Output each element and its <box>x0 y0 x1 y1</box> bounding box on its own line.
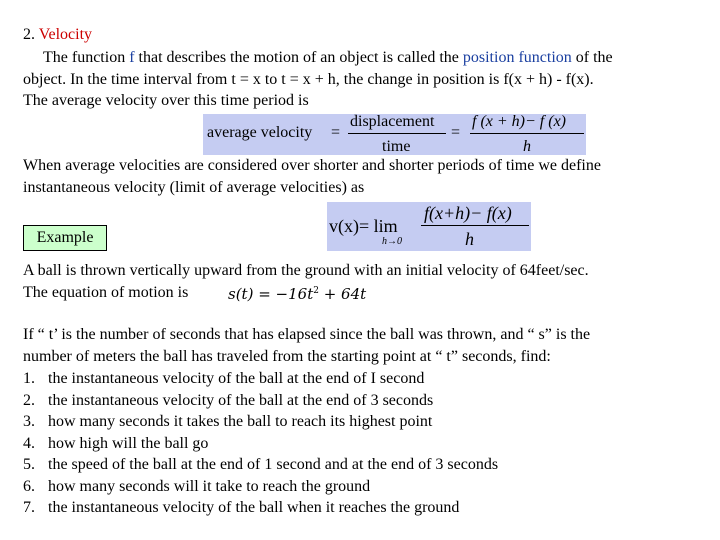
equation-part: s(t) = −16t <box>228 285 314 303</box>
list-item <box>23 456 499 474</box>
equation-of-motion <box>228 285 366 303</box>
list-text: how many seconds will it take to reach the ground <box>48 478 371 495</box>
list-item <box>23 392 434 410</box>
limit-denominator: h <box>465 229 474 249</box>
list-number: 1. <box>23 370 35 387</box>
intro-line-3: The average velocity over this time period is <box>23 92 309 109</box>
list-text: the instantaneous velocity of the ball when it reaches the ground <box>48 499 460 516</box>
limit-numerator: f(x+h)− f(x) <box>424 203 512 223</box>
list-item <box>23 499 460 517</box>
example-label: Example <box>23 225 107 251</box>
function-symbol: f <box>129 49 135 66</box>
list-text: how high will the ball go <box>48 435 209 452</box>
question-line-2: number of meters the ball has traveled from the starting point at “ t” seconds, find: <box>23 348 551 365</box>
problem-line-1: A ball is thrown vertically upward from the ground with an initial velocity of 64feet/sec. <box>23 262 589 279</box>
list-item <box>23 413 433 431</box>
displacement-label: displacement <box>350 113 435 130</box>
fraction-bar <box>421 225 529 226</box>
list-number: 7. <box>23 499 35 516</box>
equals-sign: = <box>331 124 341 141</box>
fraction-bar <box>348 133 446 134</box>
list-text: the instantaneous velocity of the ball at the end of I second <box>48 370 425 387</box>
avg-velocity-lhs: average velocity <box>207 124 313 141</box>
intro-text: The function <box>43 49 130 66</box>
time-label: time <box>382 138 411 155</box>
difference-quotient-denominator: h <box>523 138 531 155</box>
question-line-1: If “ t’ is the number of seconds that has elapsed since the ball was thrown, and “ s” is the <box>23 326 591 343</box>
difference-quotient-numerator: f (x + h)− f (x) <box>472 113 566 130</box>
section-title: Velocity <box>38 26 93 43</box>
intro-line-1 <box>43 49 613 67</box>
list-text: the instantaneous velocity of the ball at the end of 3 seconds <box>48 392 434 409</box>
limit-subscript: h→0 <box>382 236 402 247</box>
intro-line-2: object. In the time interval from t = x to t = x + h, the change in position is f(x + h) - f(x). <box>23 71 594 88</box>
problem-line-2: The equation of motion is <box>23 284 189 301</box>
list-number: 6. <box>23 478 35 495</box>
intro-text: of the <box>571 49 613 66</box>
list-text: the speed of the ball at the end of 1 second and at the end of 3 seconds <box>48 456 499 473</box>
list-number: 5. <box>23 456 35 473</box>
instant-line-2: instantaneous velocity (limit of average velocities) as <box>23 179 365 196</box>
list-item <box>23 478 371 496</box>
limit-lhs: v(x)= lim <box>329 216 398 236</box>
list-number: 2. <box>23 392 35 409</box>
section-heading <box>23 26 92 44</box>
fraction-bar <box>470 133 584 134</box>
list-number: 3. <box>23 413 35 430</box>
equals-sign: = <box>451 124 461 141</box>
list-item <box>23 370 425 388</box>
list-item <box>23 435 209 453</box>
equation-exponent: 2 <box>313 286 319 296</box>
list-number: 4. <box>23 435 35 452</box>
instant-line-1: When average velocities are considered over shorter and shorter periods of time we define <box>23 157 601 174</box>
equation-part: + 64t <box>318 285 367 303</box>
section-number: 2. <box>23 26 35 43</box>
list-text: how many seconds it takes the ball to reach its highest point <box>48 413 433 430</box>
position-function-term: position function <box>462 49 572 66</box>
intro-text: that describes the motion of an object is called the <box>134 49 463 66</box>
